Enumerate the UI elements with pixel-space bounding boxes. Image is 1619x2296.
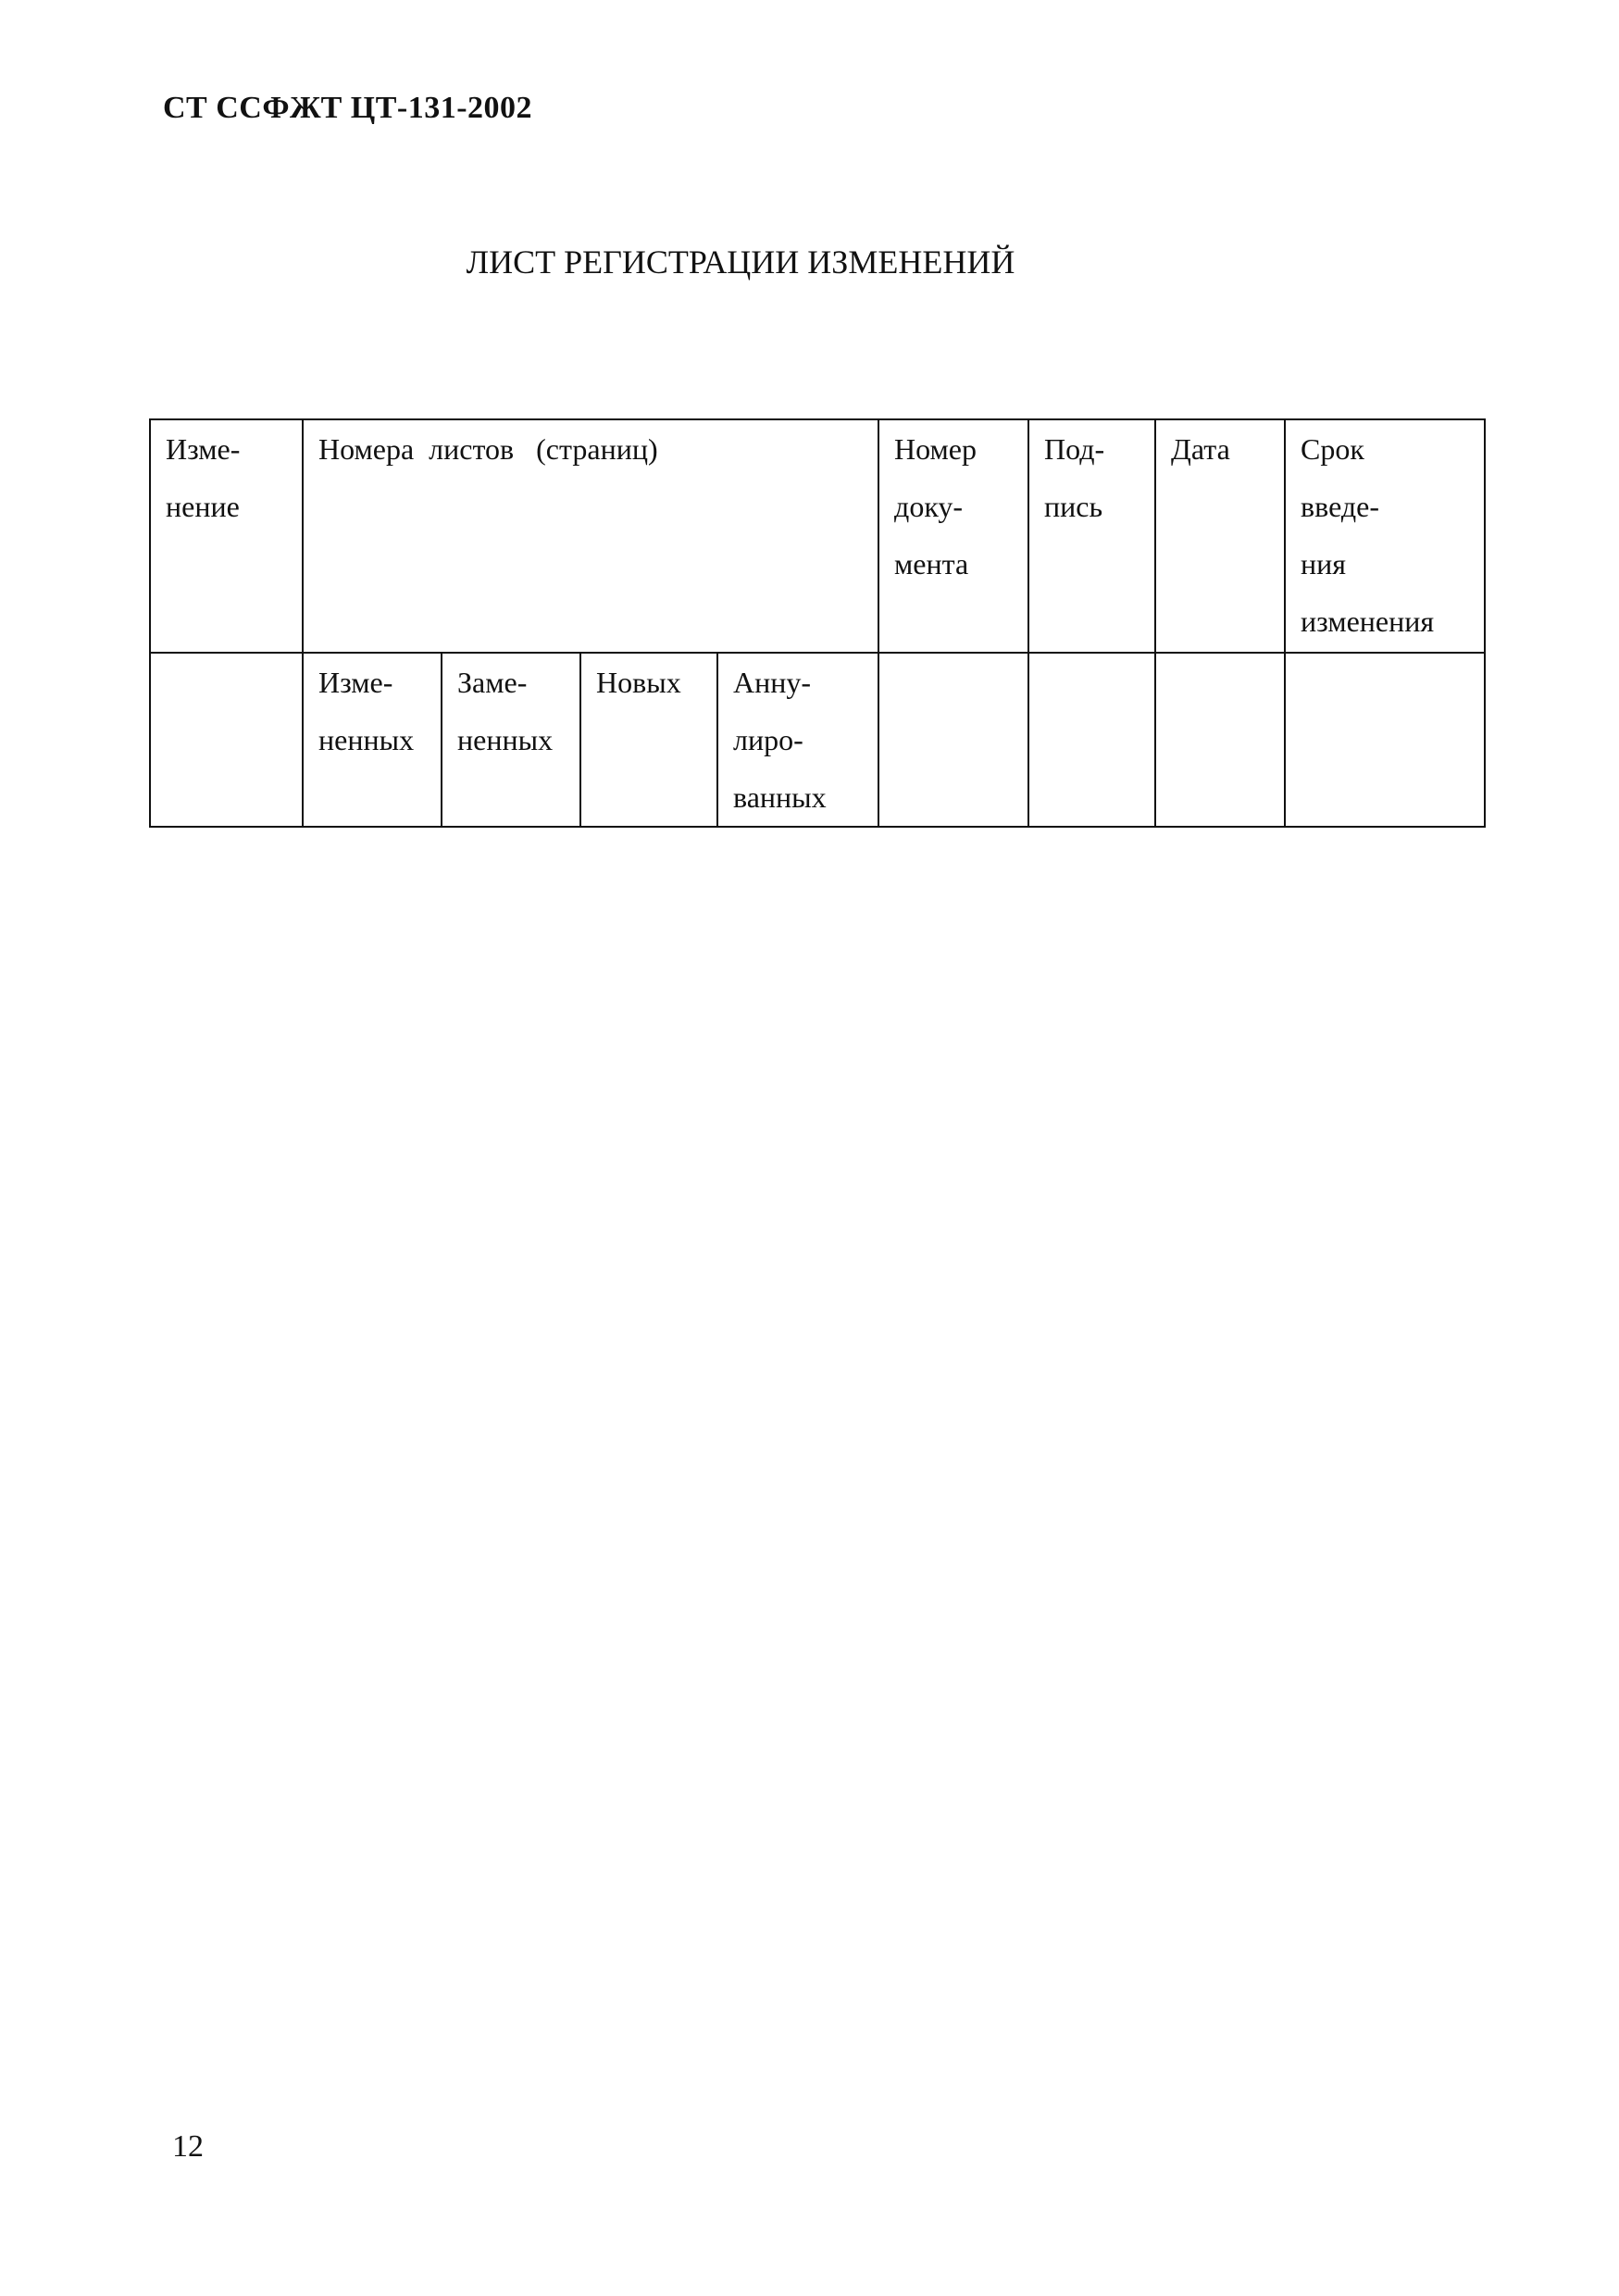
- header-doc-number-line: доку-: [894, 490, 964, 523]
- subheader-new-label: Новых: [596, 666, 681, 699]
- document-code: СТ ССФЖТ ЦТ-131-2002: [163, 91, 533, 125]
- empty-cell-date: [1155, 653, 1285, 827]
- header-term-line: введе-: [1301, 490, 1379, 523]
- subheader-replaced-line: Заме-: [457, 666, 528, 699]
- header-cell-document-number: [878, 419, 1028, 653]
- header-sheet-numbers-label: Номера листов (страниц): [318, 432, 658, 466]
- empty-cell-document-number: [878, 653, 1028, 827]
- header-signature-line: Под-: [1044, 432, 1105, 466]
- empty-cell-change: [150, 653, 303, 827]
- header-term-line: изменения: [1301, 605, 1435, 638]
- subheader-replaced-line: ненных: [457, 723, 554, 756]
- empty-cell-signature: [1028, 653, 1155, 827]
- header-date-label: Дата: [1171, 432, 1230, 466]
- table-header-row: [150, 419, 1485, 653]
- header-change-line: нение: [166, 490, 240, 523]
- header-term-line: Срок: [1301, 432, 1364, 466]
- subheader-annulled-line: Анну-: [733, 666, 812, 699]
- page-number: 12: [172, 2129, 204, 2164]
- header-cell-signature: [1028, 419, 1155, 653]
- header-change-line: Изме-: [166, 432, 241, 466]
- header-doc-number-line: мента: [894, 547, 969, 580]
- table-subheader-row: [150, 653, 1485, 827]
- subheader-cell-new: [580, 653, 717, 827]
- empty-cell-term: [1285, 653, 1485, 827]
- header-cell-sheet-numbers: [303, 419, 878, 653]
- header-cell-date: [1155, 419, 1285, 653]
- subheader-annulled-line: лиро-: [733, 723, 803, 756]
- header-cell-term: [1285, 419, 1485, 653]
- subheader-changed-line: ненных: [318, 723, 415, 756]
- change-registration-table: [149, 418, 1486, 828]
- header-cell-change: [150, 419, 303, 653]
- subheader-annulled-line: ванных: [733, 780, 827, 814]
- header-doc-number-line: Номер: [894, 432, 977, 466]
- header-term-line: ния: [1301, 547, 1346, 580]
- subheader-cell-changed: [303, 653, 442, 827]
- subheader-cell-annulled: [717, 653, 878, 827]
- page-title: ЛИСТ РЕГИСТРАЦИИ ИЗМЕНЕНИЙ: [466, 243, 1015, 281]
- subheader-changed-line: Изме-: [318, 666, 393, 699]
- subheader-cell-replaced: [442, 653, 580, 827]
- header-signature-line: пись: [1044, 490, 1103, 523]
